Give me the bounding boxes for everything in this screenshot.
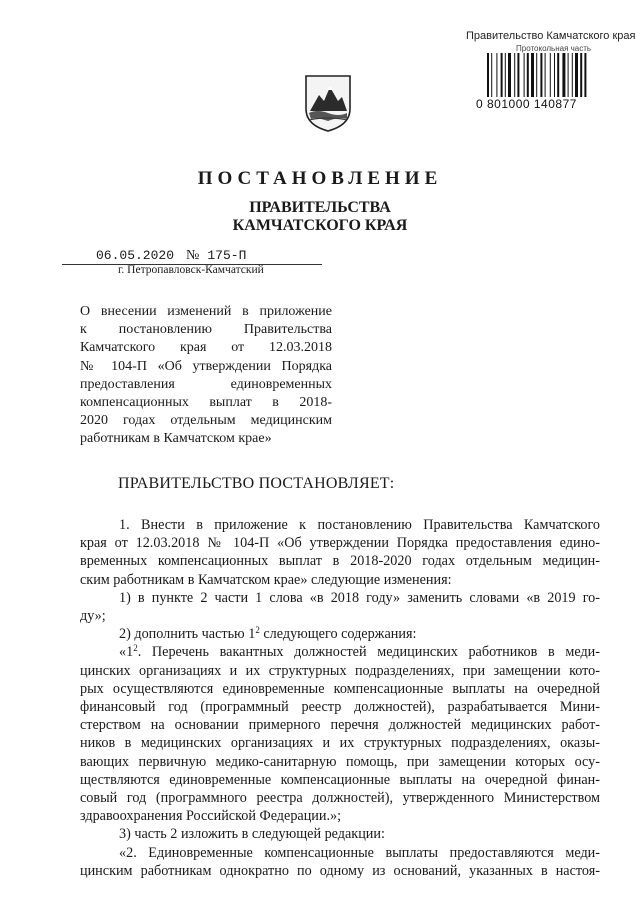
barcode-bar	[554, 53, 555, 97]
barcode-bar	[584, 53, 586, 97]
stamp-subtitle: Протокольная часть	[516, 44, 592, 53]
barcode-bar	[501, 53, 503, 97]
date-number-line	[96, 248, 246, 264]
barcode-bar	[540, 53, 542, 97]
body-text: «1	[119, 644, 134, 661]
barcode-bar	[524, 53, 525, 97]
body-line: 1) в пункте 2 части 1 слова «в 2018 году» заменить словами «в 2019 го-	[119, 589, 600, 606]
subject-line: к постановлению Правительства	[80, 322, 332, 338]
document-date: 06.05.2020	[96, 248, 175, 263]
superscript: 2	[255, 625, 260, 636]
barcode-bar	[568, 53, 569, 97]
subject-line: предоставления единовременных	[80, 376, 332, 392]
body-text: 2) дополнить частью 1	[119, 626, 256, 643]
document-number: 175-П	[207, 248, 247, 263]
body-line: здравоохранения Российской Федерации.»;	[80, 808, 342, 825]
document-kind-title: ПОСТАНОВЛЕНИЕ	[197, 168, 443, 189]
barcode-bar	[575, 53, 578, 97]
document-subject	[80, 303, 332, 449]
body-line	[80, 625, 600, 643]
barcode-bar	[508, 53, 511, 97]
coat-of-arms-icon	[303, 73, 353, 133]
barcode-bar	[496, 53, 497, 97]
body-line: ду»;	[80, 608, 106, 625]
body-line: края от 12.03.2018 № 104-П «Об утверждении Порядка предоставления едино-	[80, 535, 600, 552]
barcode-bar	[562, 53, 565, 97]
body-line: цинских организациях и их структурных подразделениях, при замещении кото-	[80, 662, 600, 679]
barcode-bar	[536, 53, 537, 97]
body-line: вающих первичную медико-санитарную помощь, при замещении которых осу-	[80, 753, 600, 770]
barcode-bar	[514, 53, 515, 97]
body-line: совый год (программного реестра должностей), утвержденного Министерством	[80, 790, 600, 807]
superscript: 2	[133, 643, 138, 654]
body-line: стерством на основании примерного перечня должностей медицинских работ-	[80, 717, 600, 734]
barcode-bar	[491, 53, 492, 97]
body-text: . Перечень вакантных должностей медицинских работников в меди-	[137, 644, 600, 661]
subject-line: 2020 годах отдельным медицинским	[80, 413, 332, 429]
issuer-line-1: ПРАВИТЕЛЬСТВА	[249, 199, 391, 216]
subject-line: работникам в Камчатском крае»	[80, 431, 272, 447]
subject-line: компенсационных выплат в 2018-	[80, 395, 332, 411]
number-sign: №	[186, 248, 200, 263]
body-line: 3) часть 2 изложить в следующей редакции:	[119, 826, 385, 843]
barcode-bar	[527, 53, 529, 97]
barcode	[486, 53, 612, 97]
subject-line: Камчатского края от 12.03.2018	[80, 340, 332, 356]
body-line: ществляются единовременные компенсационные выплаты на очередной финан-	[80, 771, 600, 788]
barcode-bar	[550, 53, 551, 97]
body-line: цинским работникам однократно по одному из оснований, указанных в настоя-	[80, 862, 600, 879]
subject-line: О внесении изменений в приложение	[80, 304, 332, 319]
barcode-bar	[505, 53, 506, 97]
body-line	[80, 643, 600, 661]
body-text: следующего содержания:	[259, 626, 417, 643]
document-body	[80, 516, 600, 880]
issuer-line-2: КАМЧАТСКОГО КРАЯ	[232, 217, 408, 234]
barcode-bar	[572, 53, 573, 97]
body-line: «2. Единовременные компенсационные выплаты предоставляются меди-	[119, 844, 600, 861]
city: г. Петропавловск-Камчатский	[118, 264, 264, 276]
body-line: 1. Внести в приложение к постановлению Правительства Камчатского	[119, 517, 600, 533]
body-line: ским работникам в Камчатском крае» следующие изменения:	[80, 571, 452, 588]
stamp-organization: Правительство Камчатского края	[466, 30, 636, 42]
body-line: финансовый год (программный реестр должностей), разрабатывается Мини-	[80, 699, 600, 716]
body-line: временных компенсационных выплат в 2018-2020 годах отдельным медицин-	[80, 553, 600, 570]
barcode-bar	[580, 53, 582, 97]
barcode-bar	[517, 53, 519, 97]
barcode-bar	[531, 53, 534, 97]
subject-line: № 104-П «Об утверждении Порядка	[80, 358, 332, 374]
body-line: рых осуществляются единовременные компенсационные выплаты на очередной	[80, 680, 600, 697]
barcode-number: 0 801000 140877	[476, 97, 577, 111]
body-line: ников в медицинских организациях и их структурных подразделениях, оказы-	[80, 735, 600, 752]
barcode-bar	[557, 53, 559, 97]
barcode-bar	[545, 53, 546, 97]
barcode-bar	[487, 53, 489, 97]
resolution-heading: ПРАВИТЕЛЬСТВО ПОСТАНОВЛЯЕТ:	[118, 475, 395, 492]
